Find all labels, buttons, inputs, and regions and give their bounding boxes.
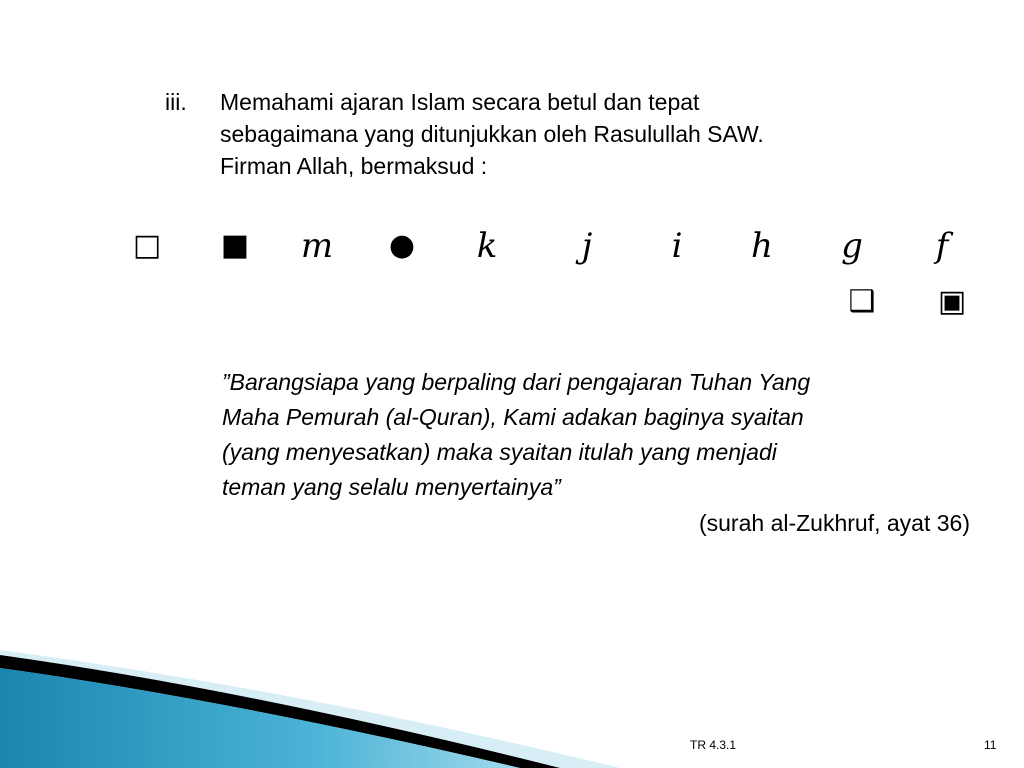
symbol-glyph: ▣ — [937, 284, 967, 319]
point-line: Memahami ajaran Islam secara betul dan tepat — [220, 89, 700, 115]
symbol-glyph: i — [671, 226, 683, 266]
symbol-glyph: g — [841, 226, 863, 266]
quote-line: teman yang selalu menyertainya” — [222, 474, 561, 500]
symbol-glyph: □ — [132, 228, 162, 263]
symbol-glyph: f — [935, 226, 949, 266]
list-numeral: iii. — [165, 89, 187, 115]
quote-line: Maha Pemurah (al-Quran), Kami adakan baginya syaitan — [222, 404, 804, 430]
symbol-glyph: k — [476, 226, 498, 266]
quote-line: ”Barangsiapa yang berpaling dari pengajaran Tuhan Yang — [222, 369, 811, 395]
page-number: 11 — [984, 738, 997, 752]
footer-code: TR 4.3.1 — [690, 738, 737, 752]
symbol-glyph: j — [581, 226, 593, 266]
symbol-glyph: ■ — [220, 228, 250, 263]
quote-line: (yang menyesatkan) maka syaitan itulah yang menjadi — [222, 439, 777, 465]
symbol-glyph: h — [751, 226, 773, 266]
symbol-glyph: ❑ — [848, 284, 876, 319]
arabic-verse-symbols-row-2 — [125, 282, 985, 322]
wave-blue-band — [0, 668, 520, 768]
point-line: Firman Allah, bermaksud : — [220, 153, 488, 179]
symbol-glyph: m — [300, 226, 334, 266]
symbol-glyph: ● — [388, 228, 416, 263]
quote-source: (surah al-Zukhruf, ayat 36) — [698, 510, 970, 536]
arabic-verse-symbols-row-1 — [125, 226, 985, 266]
quote-translation — [222, 365, 982, 505]
point-text — [220, 86, 920, 182]
point-line: sebagaimana yang ditunjukkan oleh Rasulullah SAW. — [220, 121, 764, 147]
